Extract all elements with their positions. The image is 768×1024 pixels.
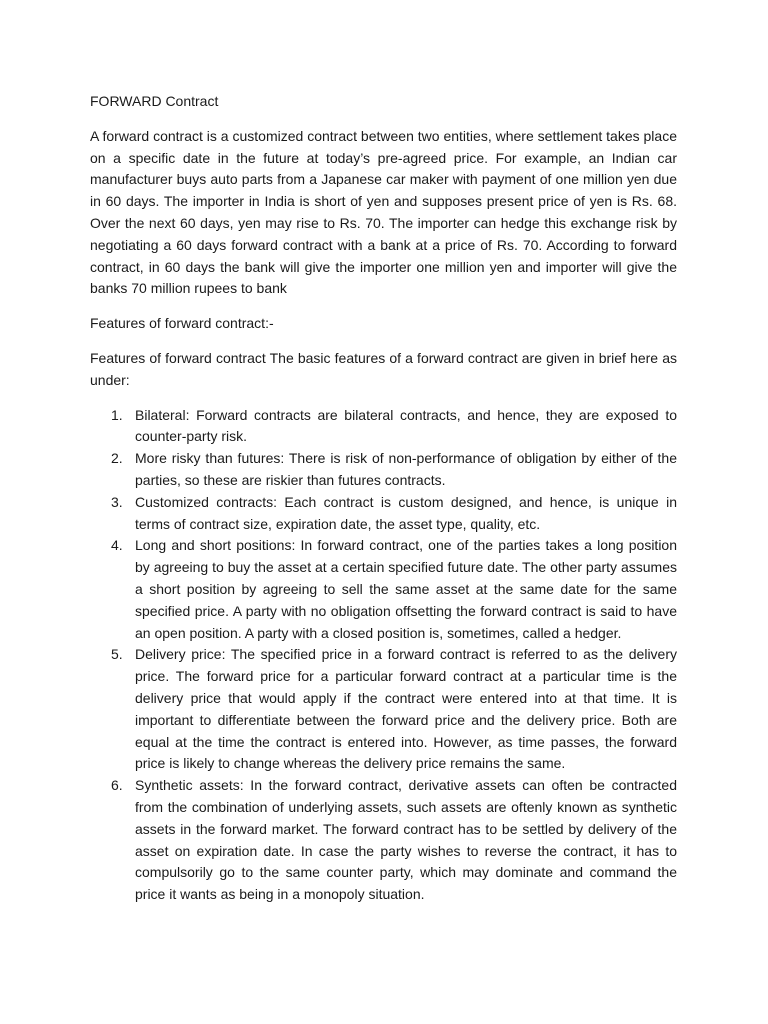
- document-page: [90, 91, 677, 906]
- list-item-text: Delivery price: The specified price in a forward contract is referred to as the delivery price. The forward price for a particular forward contract at a particular time is the delivery price that would apply if the contract were entered into at that time. It is important to differentiate between the forward price and the delivery price. Both are equal at the time the contract is entered into. However, as time passes, the forward price is likely to change whereas the delivery price remains the same.: [135, 646, 677, 772]
- list-item-number: 6.: [111, 777, 123, 794]
- features-intro-paragraph: Features of forward contract The basic features of a forward contract are given in brief here as under:: [90, 349, 677, 388]
- list-item: [90, 644, 677, 775]
- list-item-number: 1.: [111, 406, 123, 423]
- list-item-number: 5.: [111, 646, 123, 663]
- list-item-number: 3.: [111, 493, 123, 510]
- list-item: [90, 775, 677, 906]
- features-list: [90, 405, 677, 906]
- list-item: [90, 535, 677, 644]
- intro-paragraph: A forward contract is a customized contract between two entities, where settlement takes place on a specific date in the future at today’s pre-agreed price. For example, an Indian car manufacturer buys auto parts from a Japanese car maker with payment of one million yen due in 60 days. The importer in India is short of yen and supposes present price of yen is Rs. 68. Over the next 60 days, yen may rise to Rs. 70. The importer can hedge this exchange risk by negotiating a 60 days forward contract with a bank at a price of Rs. 70. According to forward contract, in 60 days the bank will give the importer one million yen and importer will give the banks 70 million rupees to bank: [90, 127, 677, 297]
- list-item-number: 4.: [111, 537, 123, 554]
- list-item-text: More risky than futures: There is risk of non-performance of obligation by either of the parties, so these are riskier than futures contracts.: [135, 450, 677, 488]
- list-item: [90, 405, 677, 449]
- list-item-number: 2.: [111, 450, 123, 467]
- list-item-text: Customized contracts: Each contract is custom designed, and hence, is unique in terms of contract size, expiration date, the asset type, quality, etc.: [135, 493, 677, 532]
- list-item-text: Bilateral: Forward contracts are bilateral contracts, and hence, they are exposed to counter-party risk.: [135, 406, 677, 445]
- document-title: FORWARD Contract: [90, 93, 219, 109]
- list-item-text: Synthetic assets: In the forward contract, derivative assets can often be contracted from the combination of underlying assets, such assets are oftenly known as synthetic assets in the forward market. The forward contract has to be settled by delivery of the asset on expiration date. In case the party wishes to reverse the contract, it has to compulsorily go to the same counter party, which may dominate and command the price it wants as being in a monopoly situation.: [135, 777, 677, 903]
- list-item: [90, 492, 677, 536]
- list-item: [90, 448, 677, 492]
- features-heading: Features of forward contract:-: [90, 315, 274, 332]
- list-item-text: Long and short positions: In forward contract, one of the parties takes a long position by agreeing to buy the asset at a certain specified future date. The other party assumes a short position by agreeing to sell the same asset at the same date for the same specified price. A party with no obligation offsetting the forward contract is said to have an open position. A party with a closed position is, sometimes, called a hedger.: [135, 537, 677, 641]
